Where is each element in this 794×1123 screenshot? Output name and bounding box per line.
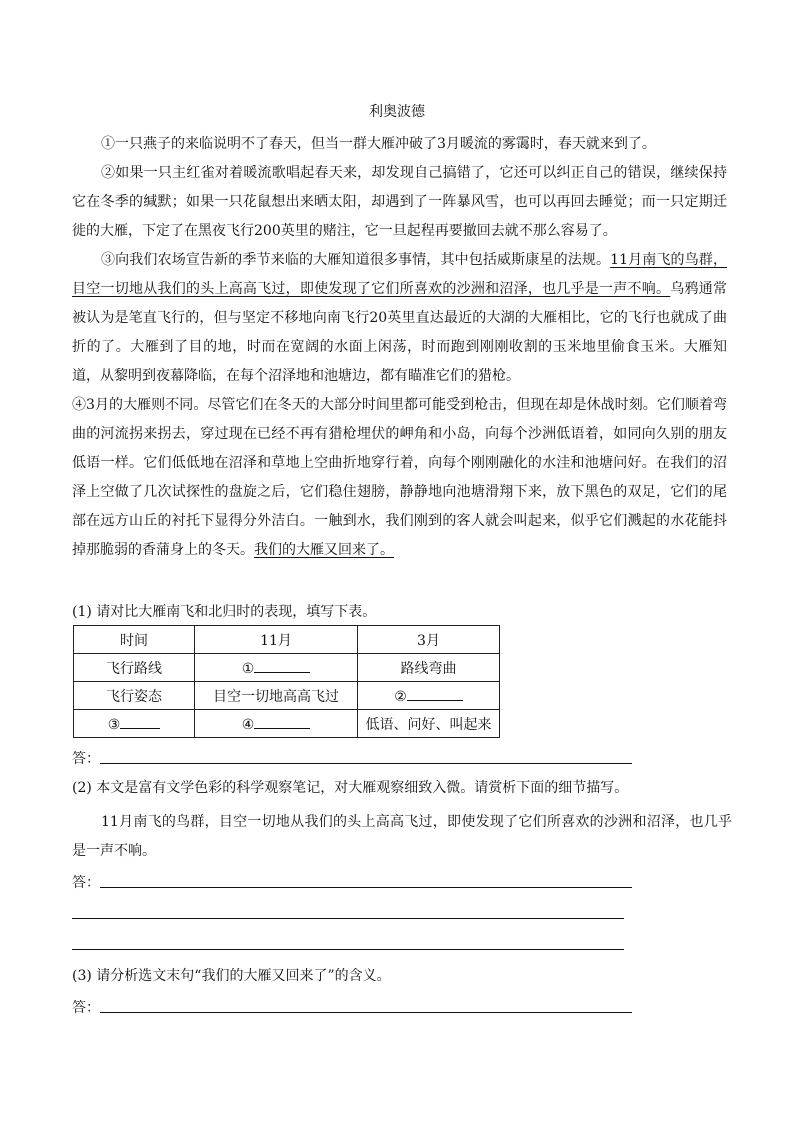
question-2-prompt: (2) 本文是富有文学色彩的科学观察笔记，对大雁观察细致入微。请赏析下面的细节描写。 xyxy=(72,780,629,796)
paragraph-3-text-b: 乌鸦通常被认为是笔直飞行的，但与坚定不移地向南飞行20英里直达最近的大湖的大雁相比，它的飞行也就成了曲折的了。大雁到了目的地，时而在宽阔的水面上闲荡，时而跑到刚刚收割的玉米地里偷食玉米。大雁知道，从黎明到夜幕降临，在每个沼泽地和池塘边，都有瞄准它们的猎枪。 xyxy=(72,281,727,384)
fill-in-line xyxy=(254,714,310,729)
table-row xyxy=(74,682,500,710)
blank-marker: ③ xyxy=(107,717,121,733)
paragraph-4-underlined-sentence: 我们的大雁又回来了。 xyxy=(254,542,394,558)
blank-marker: ④ xyxy=(241,717,255,733)
paragraph-1: ①一只燕子的来临说明不了春天，但当一群大雁冲破了3月暖流的雾霭时，春天就来到了。 xyxy=(101,136,656,152)
table-cell-blank-1[interactable] xyxy=(195,654,358,682)
table-row xyxy=(74,654,500,682)
answer-line-q2-3[interactable] xyxy=(72,949,624,950)
table-cell: 目空一切地高高飞过 xyxy=(195,682,358,710)
table-cell-blank-2[interactable] xyxy=(358,682,500,710)
table-cell-blank-3[interactable] xyxy=(74,710,195,738)
table-cell-blank-4[interactable] xyxy=(195,710,358,738)
paragraph-2: ②如果一只主红雀对着暖流歌唱起春天来，却发现自己搞错了，它还可以纠正自己的错误，继续保持它在冬季的缄默；如果一只花鼠想出来晒太阳，却遇到了一阵暴风雪，也可以再回去睡觉；而一只定期迁徙的大雁，下定了在黑夜飞行200英里的赌注，它一旦起程再要撤回去就不那么容易了。 xyxy=(72,165,727,239)
paragraph-4-text: ④3月的大雁则不同。尽管它们在冬天的大部分时间里都可能受到枪击，但现在却是休战时刻。它们顺着弯曲的河流拐来拐去，穿过现在已经不再有猎枪埋伏的岬角和小岛，向每个沙洲低语着，如同向久别的朋友低语一样。它们低低地在沼泽和草地上空曲折地穿行着，向每个刚刚融化的水洼和池塘问好。在我们的沼泽上空做了几次试探性的盘旋之后，它们稳住翅膀，静静地向池塘滑翔下来，放下黑色的双足，它们的尾部在远方山丘的衬托下显得分外洁白。一触到水，我们刚到的客人就会叫起来，似乎它们溅起的水花能抖掉那脆弱的香蒲身上的冬天。 xyxy=(72,397,727,558)
answer-line-q1[interactable] xyxy=(100,763,632,764)
answer-label-q2: 答： xyxy=(72,875,100,891)
answer-line-q2-2[interactable] xyxy=(72,918,624,919)
paragraph-4 xyxy=(72,391,727,565)
blank-marker: ② xyxy=(394,689,407,705)
answer-label-q3: 答： xyxy=(72,1000,100,1016)
table-header-cell: 11月 xyxy=(195,626,358,654)
fill-in-line xyxy=(407,686,463,701)
comparison-table xyxy=(73,625,500,738)
table-cell: 飞行路线 xyxy=(74,654,195,682)
answer-label-q1: 答： xyxy=(72,751,100,767)
table-header-cell: 3月 xyxy=(358,626,500,654)
blank-marker: ① xyxy=(241,661,255,677)
answer-line-q3[interactable] xyxy=(100,1012,632,1013)
table-cell: 路线弯曲 xyxy=(358,654,500,682)
fill-in-line xyxy=(120,714,160,729)
table-header-cell: 时间 xyxy=(74,626,195,654)
answer-line-q2-1[interactable] xyxy=(100,887,632,888)
paragraph-3-text-a: ③向我们农场宣告新的季节来临的大雁知道很多事情，其中包括威斯康星的法规。 xyxy=(101,252,611,268)
paragraph-3-underlined-sentence: 11月南飞的鸟群，目空一切地从我们的头上高高飞过，即使发现了它们所喜欢的沙洲和沼泽，也几乎是一声不响。 xyxy=(72,252,727,297)
table-row xyxy=(74,710,500,738)
table-cell: 低语、问好、叫起来 xyxy=(358,710,500,738)
table-header-row xyxy=(74,626,500,654)
fill-in-line xyxy=(254,658,310,673)
table-cell: 飞行姿态 xyxy=(74,682,195,710)
reading-passage xyxy=(72,130,727,565)
paragraph-3 xyxy=(72,246,727,391)
question-1-prompt: (1) 请对比大雁南飞和北归时的表现，填写下表。 xyxy=(72,604,377,620)
question-3-prompt: (3) 请分析选文末句“我们的大雁又回来了”的含义。 xyxy=(72,968,391,984)
question-2-quoted-sentence: 11月南飞的鸟群，目空一切地从我们的头上高高飞过，即使发现了它们所喜欢的沙洲和沼泽，也几乎是一声不响。 xyxy=(72,814,732,859)
passage-author-title: 利奥波德 xyxy=(369,104,425,120)
